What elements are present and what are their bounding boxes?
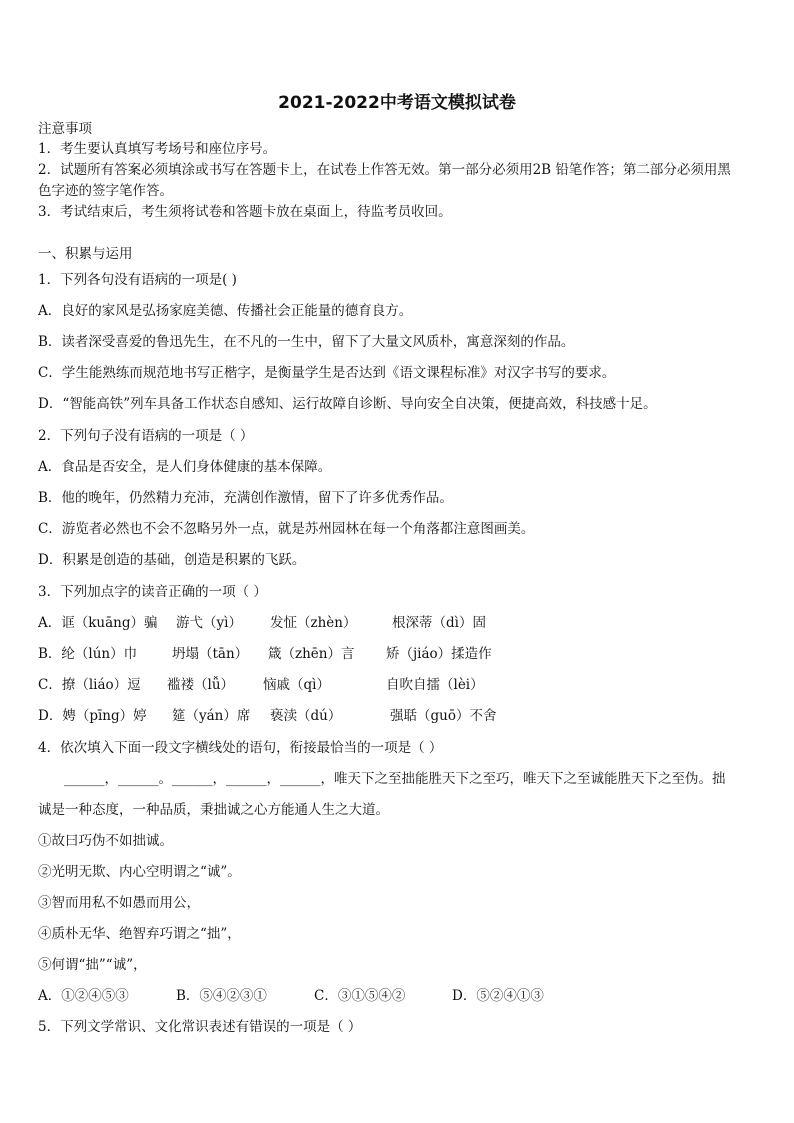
option: A．良好的家风是弘扬家庭美德、传播社会正能量的德育良方。: [38, 303, 413, 319]
option-cell: B．⑤④②③①: [176, 988, 267, 1004]
option: A．食品是否安全，是人们身体健康的基本保障。: [38, 459, 332, 475]
page-title: 2021-2022中考语文模拟试卷: [278, 93, 516, 113]
option-cell: 筵（yán）席: [172, 708, 251, 724]
option-cell: C．撩（liáo）逗: [38, 677, 141, 693]
option-cell: 发怔（zhèn）: [270, 615, 357, 631]
option-cell: A．①②④⑤③: [38, 988, 129, 1004]
option: D．“智能高铁”列车具备工作状态自感知、运行故障自诊断、导向安全自决策，便捷高效，科技感十足。: [38, 396, 657, 412]
option-cell: D．娉（pīng）婷: [38, 708, 147, 724]
option-cell: 游弋（yì）: [176, 615, 242, 631]
sentence-item: ②光明无欺、内心空明谓之“诚”。: [38, 864, 241, 880]
question-stem: 5．下列文学常识、文化常识表述有错误的一项是（ ）: [38, 1019, 362, 1035]
option-cell: 恼戚（qì）: [263, 677, 330, 693]
option-cell: 箴（zhēn）言: [268, 646, 355, 662]
sentence-item: ⑤何谓“拙”“诚”，: [38, 957, 147, 973]
notice-item: 2．试题所有答案必须填涂或书写在答题卡上，在试卷上作答无效。第一部分必须用2B 铅笔作答；第二部分必须用黑: [38, 162, 731, 178]
option-cell: 自吹自擂（lèi）: [386, 677, 484, 693]
option: D．积累是创造的基础，创造是积累的飞跃。: [38, 552, 306, 568]
question-stem: 3．下列加点字的读音正确的一项（ ）: [38, 584, 267, 600]
passage-line: ______，______。______，______，______，唯天下之至拙能胜天下之至巧，唯天下之至诚能胜天下之至伪。拙: [64, 771, 726, 787]
option-cell: C．③①⑤④②: [314, 988, 406, 1004]
option-cell: 强聒（guō）不舍: [390, 708, 497, 724]
option: C．学生能熟练而规范地书写正楷字，是衡量学生是否达到《语文课程标准》对汉字书写的要求。: [38, 365, 616, 381]
option-cell: B．纶（lún）巾: [38, 646, 138, 662]
option: B．读者深受喜爱的鲁迅先生，在不凡的一生中，留下了大量文风质朴，寓意深刻的作品。: [38, 334, 575, 350]
question-stem: 4．依次填入下面一段文字横线处的语句，衔接最恰当的一项是（ ）: [38, 740, 443, 756]
passage-line: 诚是一种态度，一种品质，秉拙诚之心方能通人生之大道。: [38, 802, 389, 818]
option-cell: A．诓（kuāng）骗: [38, 615, 158, 631]
option-cell: D．⑤②④①③: [452, 988, 544, 1004]
notice-heading: 注意事项: [38, 121, 92, 137]
question-stem: 2．下列句子没有语病的一项是（ ）: [38, 428, 254, 444]
sentence-item: ④质朴无华、绝智弃巧谓之“拙”，: [38, 926, 241, 942]
option-cell: 坍塌（tān）: [172, 646, 249, 662]
notice-item: 1．考生要认真填写考场号和座位序号。: [38, 141, 277, 157]
notice-item: 3．考试结束后，考生须将试卷和答题卡放在桌面上，待监考员收回。: [38, 204, 452, 220]
option: B．他的晚年，仍然精力充沛，充满创作激情，留下了许多优秀作品。: [38, 490, 453, 506]
sentence-item: ①故曰巧伪不如拙诚。: [38, 833, 173, 849]
question-stem: 1．下列各句没有语病的一项是( ): [38, 272, 237, 288]
option-cell: 根深蒂（dì）固: [392, 615, 486, 631]
notice-item: 色字迹的签字笔作答。: [38, 183, 173, 199]
option: C．游览者必然也不会不忽略另外一点，就是苏州园林在每一个角落都注意图画美。: [38, 521, 535, 537]
option-cell: 矫（jiáo）揉造作: [386, 646, 492, 662]
sentence-item: ③智而用私不如愚而用公，: [38, 895, 200, 911]
option-cell: 亵渎（dú）: [270, 708, 342, 724]
section-heading: 一、积累与运用: [38, 246, 133, 262]
option-cell: 褴褛（lǚ）: [167, 677, 235, 693]
